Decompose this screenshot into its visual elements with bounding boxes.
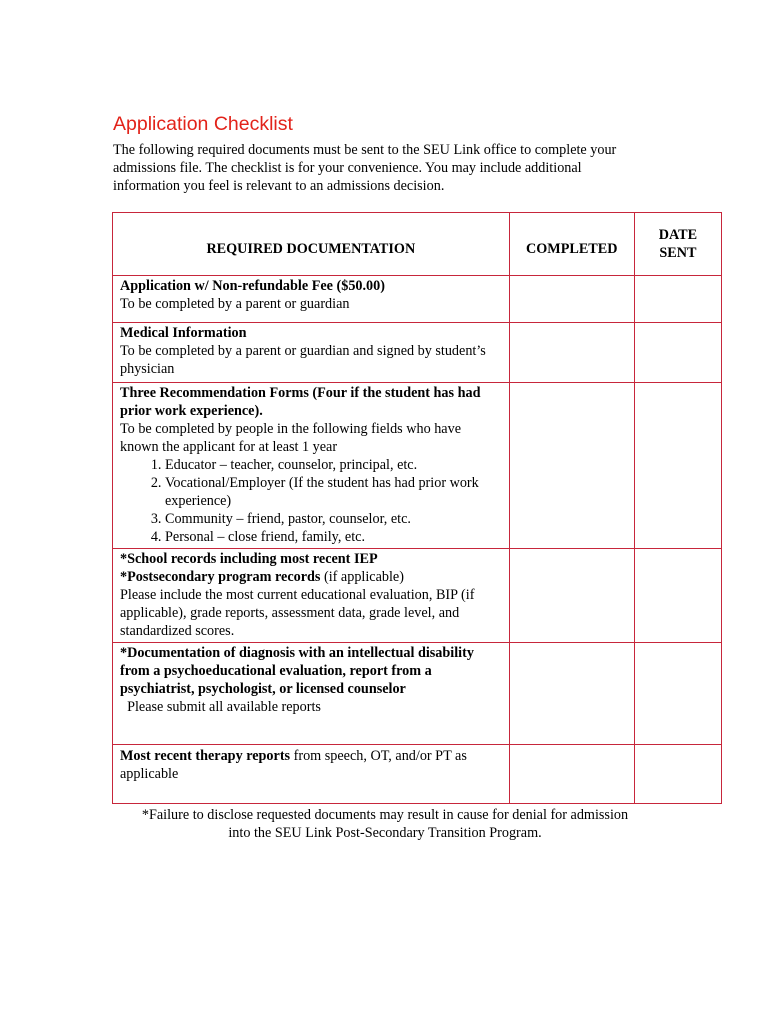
completed-cell[interactable] bbox=[509, 549, 634, 643]
intro-line: information you feel is relevant to an admissions decision. bbox=[113, 178, 445, 194]
date-sent-cell[interactable] bbox=[634, 323, 721, 383]
doc-cell-therapy bbox=[113, 745, 510, 804]
list-item: 4. Personal – close friend, family, etc. bbox=[165, 528, 503, 546]
completed-cell[interactable] bbox=[509, 745, 634, 804]
doc-title: *School records including most recent IEP bbox=[120, 551, 378, 567]
doc-subtitle-bold: *Postsecondary program records bbox=[120, 569, 321, 585]
table-row bbox=[113, 643, 722, 745]
doc-cell-medical bbox=[113, 323, 510, 383]
doc-description: Please submit all available reports bbox=[120, 699, 321, 715]
date-sent-cell[interactable] bbox=[634, 383, 721, 549]
header-completed: COMPLETED bbox=[509, 213, 634, 276]
doc-description: To be completed by a parent or guardian bbox=[120, 296, 350, 312]
completed-cell[interactable] bbox=[509, 276, 634, 323]
date-sent-cell[interactable] bbox=[634, 276, 721, 323]
list-item: 1. Educator – teacher, counselor, principal, etc. bbox=[165, 456, 503, 474]
footer-line: *Failure to disclose requested documents may result in cause for denial for admission bbox=[141, 807, 629, 823]
doc-title: Application w/ Non-refundable Fee ($50.00) bbox=[120, 278, 385, 294]
doc-description: To be completed by a parent or guardian and signed by student’s physician bbox=[120, 343, 486, 377]
checklist-table bbox=[112, 212, 722, 804]
date-sent-cell[interactable] bbox=[634, 643, 721, 745]
doc-description: To be completed by people in the following fields who have known the applicant for at least 1 year bbox=[120, 421, 461, 455]
table-header-row bbox=[113, 213, 722, 276]
doc-subtitle-note: (if applicable) bbox=[320, 569, 404, 585]
table-row bbox=[113, 323, 722, 383]
doc-title: *Documentation of diagnosis with an intellectual disability from a psychoeducational evaluation, report from a psychiatrist, psychologist, or licensed counselor bbox=[120, 645, 474, 697]
doc-subtitle bbox=[120, 568, 503, 586]
doc-description: from speech, OT, and/or PT as applicable bbox=[120, 748, 467, 782]
header-date-sent-line1: DATE bbox=[658, 227, 698, 243]
doc-cell-recommendations bbox=[113, 383, 510, 549]
list-item: 2. Vocational/Employer (If the student has had prior work experience) bbox=[165, 474, 503, 510]
doc-title-line bbox=[120, 747, 503, 783]
doc-title: Most recent therapy reports bbox=[120, 748, 291, 764]
table-row bbox=[113, 276, 722, 323]
table-row bbox=[113, 745, 722, 804]
doc-cell-school-records bbox=[113, 549, 510, 643]
header-date-sent-line2: SENT bbox=[659, 245, 697, 261]
completed-cell[interactable] bbox=[509, 383, 634, 549]
completed-cell[interactable] bbox=[509, 323, 634, 383]
table-row bbox=[113, 383, 722, 549]
recommendation-list bbox=[120, 456, 503, 546]
footer-line: into the SEU Link Post-Secondary Transition Program. bbox=[228, 825, 542, 841]
page-title: Application Checklist bbox=[113, 113, 293, 135]
intro-line: admissions file. The checklist is for your convenience. You may include additional bbox=[113, 160, 582, 176]
intro-line: The following required documents must be sent to the SEU Link office to complete your bbox=[113, 142, 617, 158]
footer-note bbox=[112, 806, 658, 842]
intro-paragraph bbox=[113, 141, 673, 195]
header-date-sent bbox=[634, 213, 721, 276]
doc-title: Three Recommendation Forms (Four if the student has had prior work experience). bbox=[120, 385, 481, 419]
list-item: 3. Community – friend, pastor, counselor, etc. bbox=[165, 510, 503, 528]
doc-cell-diagnosis bbox=[113, 643, 510, 745]
completed-cell[interactable] bbox=[509, 643, 634, 745]
table-row bbox=[113, 549, 722, 643]
date-sent-cell[interactable] bbox=[634, 745, 721, 804]
doc-description: Please include the most current educational evaluation, BIP (if applicable), grade reports, assessment data, grade level, and standardized scores. bbox=[120, 587, 475, 639]
doc-cell-application bbox=[113, 276, 510, 323]
doc-title: Medical Information bbox=[120, 325, 247, 341]
date-sent-cell[interactable] bbox=[634, 549, 721, 643]
header-required-documentation: REQUIRED DOCUMENTATION bbox=[113, 213, 510, 276]
